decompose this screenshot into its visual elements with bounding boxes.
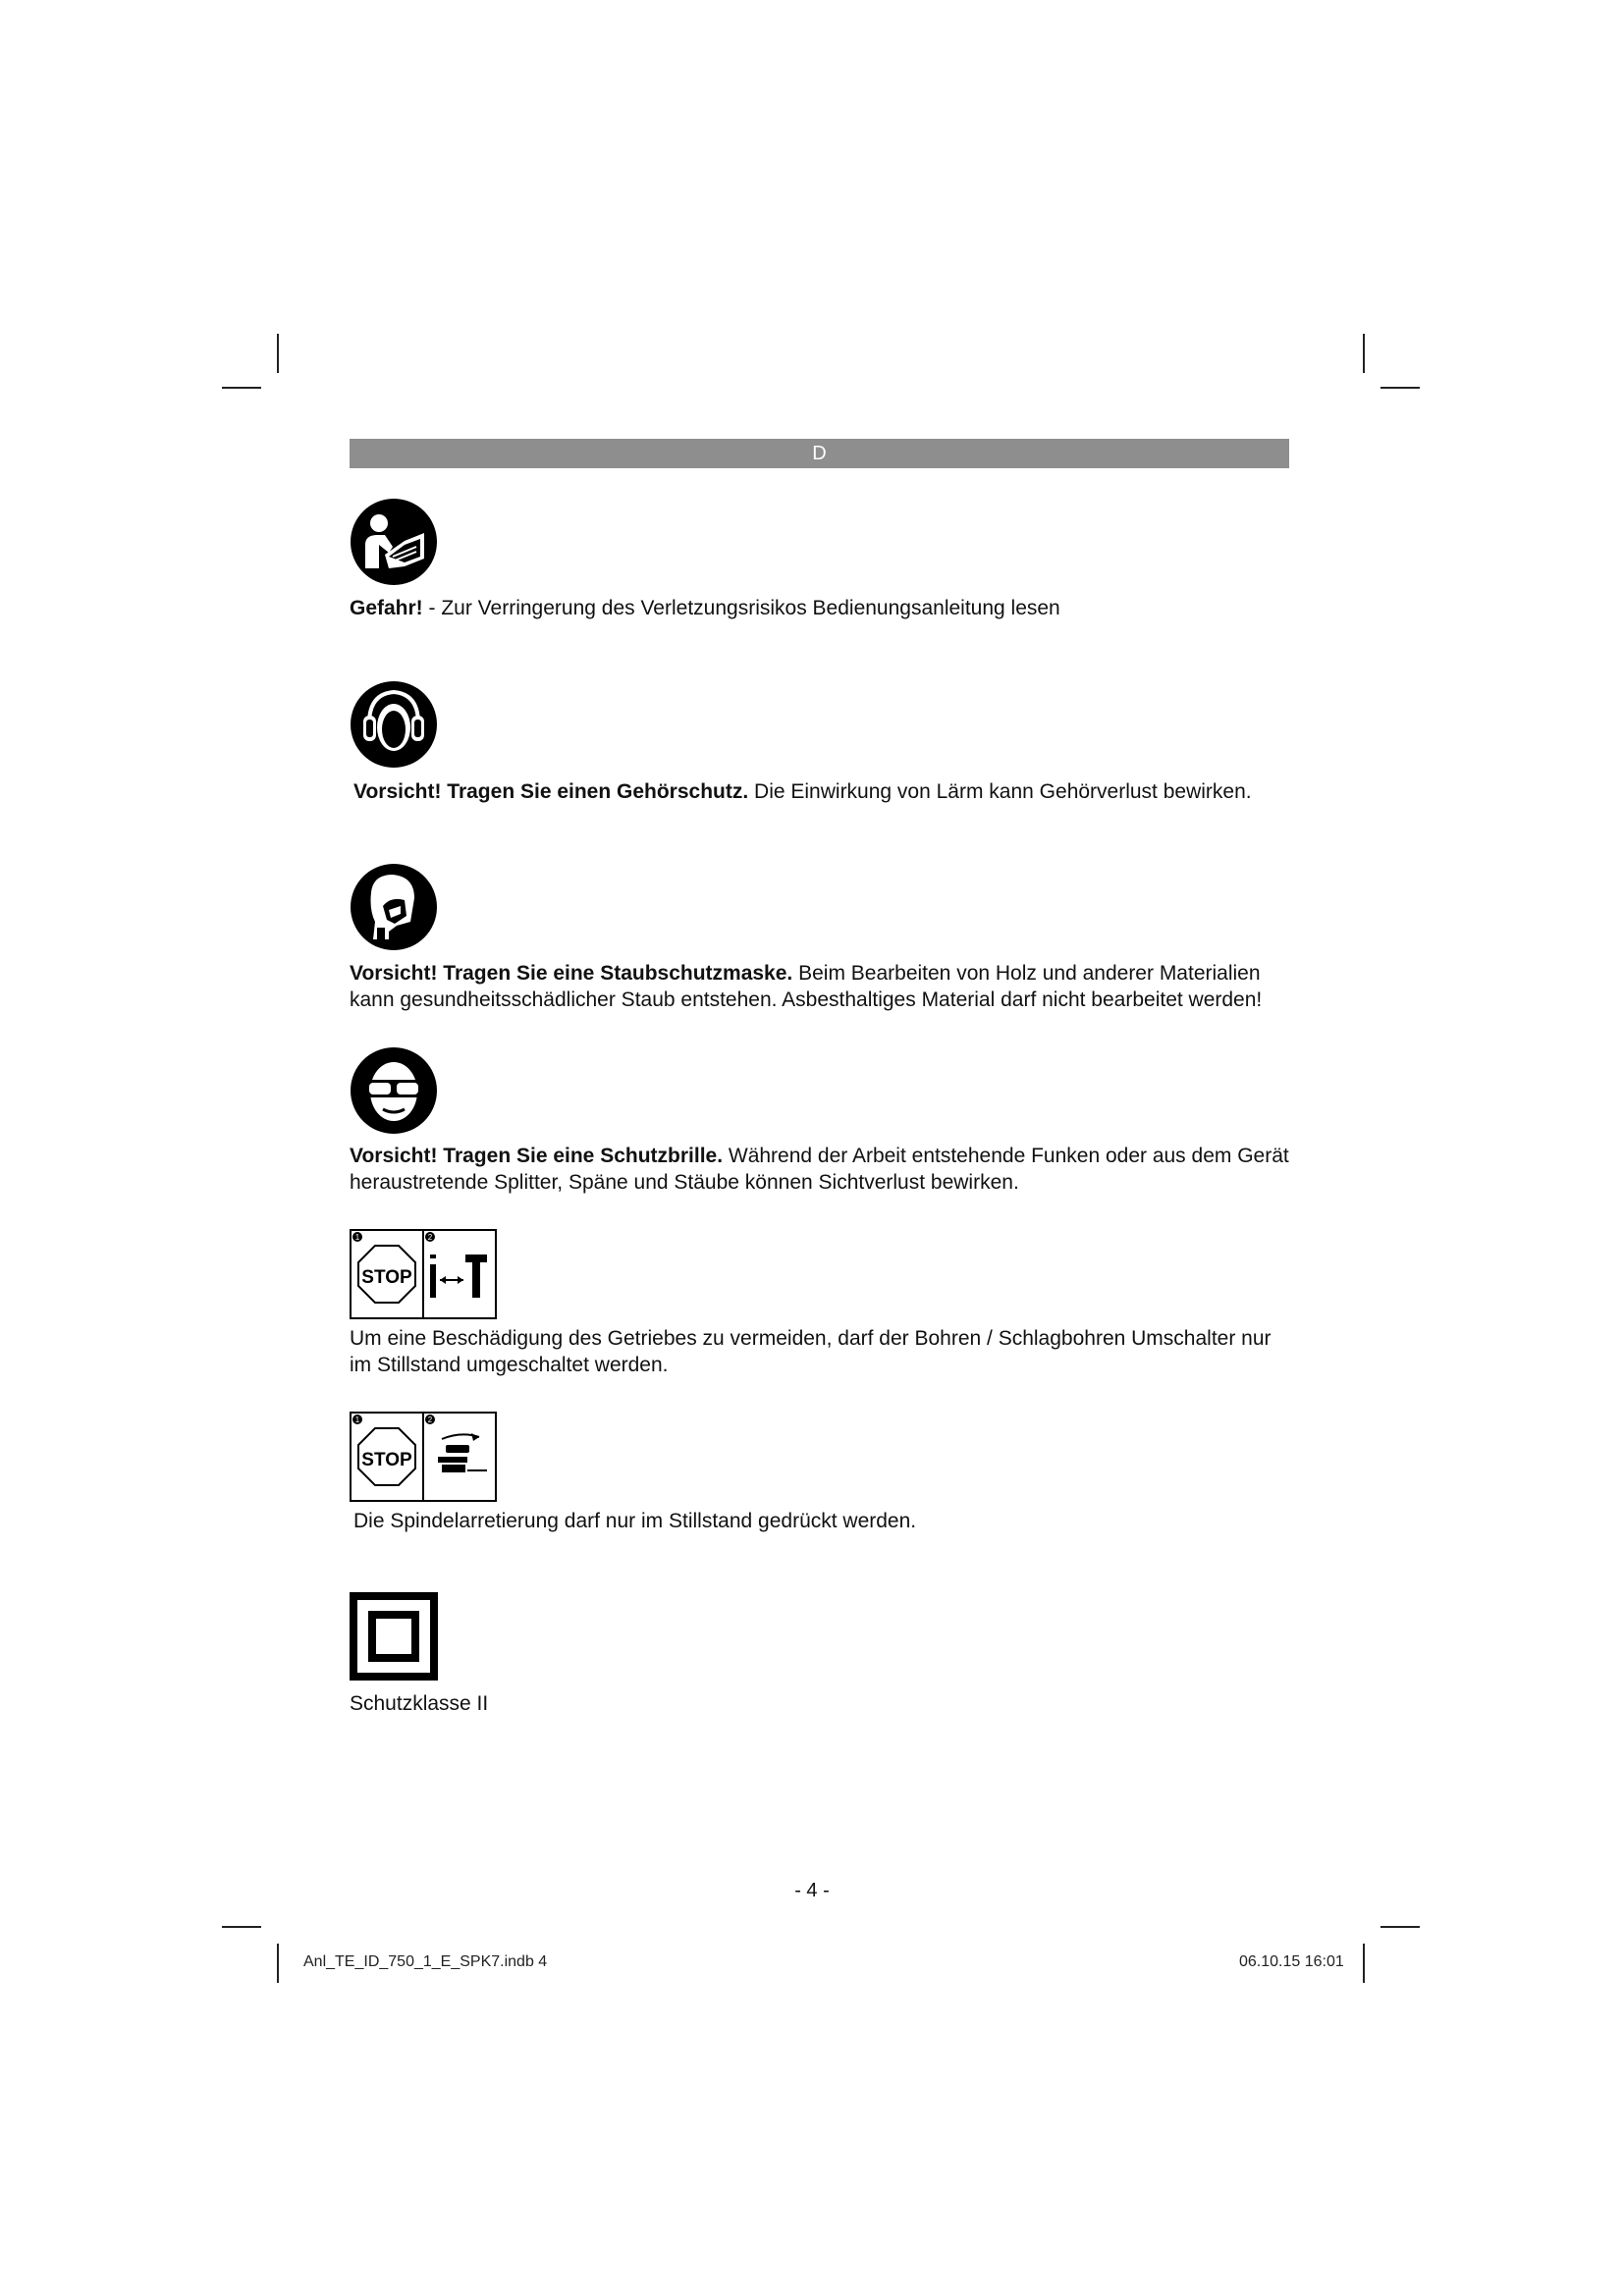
page-number: - 4 - xyxy=(794,1880,830,1901)
svg-text:2: 2 xyxy=(427,1233,433,1242)
section-text: Vorsicht! Tragen Sie eine Schutzbrille. Während der Arbeit entstehende Funken oder aus dem Gerät heraustretende Splitter, Späne und Stäube können Sichtverlust bewirken. xyxy=(350,1145,1289,1194)
crop-mark xyxy=(1380,387,1420,389)
crop-mark xyxy=(1363,1944,1365,1983)
safety-goggles-icon xyxy=(350,1046,438,1135)
section-text: Um eine Beschädigung des Getriebes zu vermeiden, darf der Bohren / Schlagbohren Umschalter nur im Stillstand umgeschaltet werden. xyxy=(350,1327,1272,1376)
section-text: Die Spindelarretierung darf nur im Stillstand gedrückt werden. xyxy=(353,1510,917,1532)
svg-text:1: 1 xyxy=(354,1233,360,1242)
footer-filename: Anl_TE_ID_750_1_E_SPK7.indb 4 xyxy=(303,1953,548,1970)
svg-text:STOP: STOP xyxy=(361,1267,412,1288)
crop-mark xyxy=(222,387,261,389)
crop-mark xyxy=(1380,1926,1420,1928)
dust-mask-icon xyxy=(350,863,438,951)
stop-switch-icon xyxy=(350,1229,497,1319)
crop-mark xyxy=(222,1926,261,1928)
section-text: Gefahr! - Zur Verringerung des Verletzungsrisikos Bedienungsanleitung lesen xyxy=(350,597,1060,619)
crop-mark xyxy=(277,1944,279,1983)
svg-text:2: 2 xyxy=(427,1415,433,1424)
section-text: Vorsicht! Tragen Sie einen Gehörschutz. Die Einwirkung von Lärm kann Gehörverlust bewirken. xyxy=(353,780,1252,803)
section-text: Schutzklasse II xyxy=(350,1692,489,1715)
ear-protection-icon xyxy=(350,680,438,769)
svg-text:STOP: STOP xyxy=(361,1450,412,1470)
language-bar xyxy=(350,439,1289,468)
section-text: Vorsicht! Tragen Sie eine Staubschutzmaske. Beim Bearbeiten von Holz und anderer Materialien kann gesundheitsschädlicher Staub entstehen. Asbesthaltiges Material darf nicht bearbeitet werden! xyxy=(350,962,1263,1011)
read-manual-icon xyxy=(350,498,438,586)
crop-mark xyxy=(277,334,279,373)
footer-datetime: 06.10.15 16:01 xyxy=(1239,1953,1344,1970)
crop-mark xyxy=(1363,334,1365,373)
svg-text:1: 1 xyxy=(354,1415,360,1424)
language-label: D xyxy=(812,443,827,464)
stop-spindle-lock-icon xyxy=(350,1412,497,1502)
protection-class-ii-icon xyxy=(350,1592,438,1681)
